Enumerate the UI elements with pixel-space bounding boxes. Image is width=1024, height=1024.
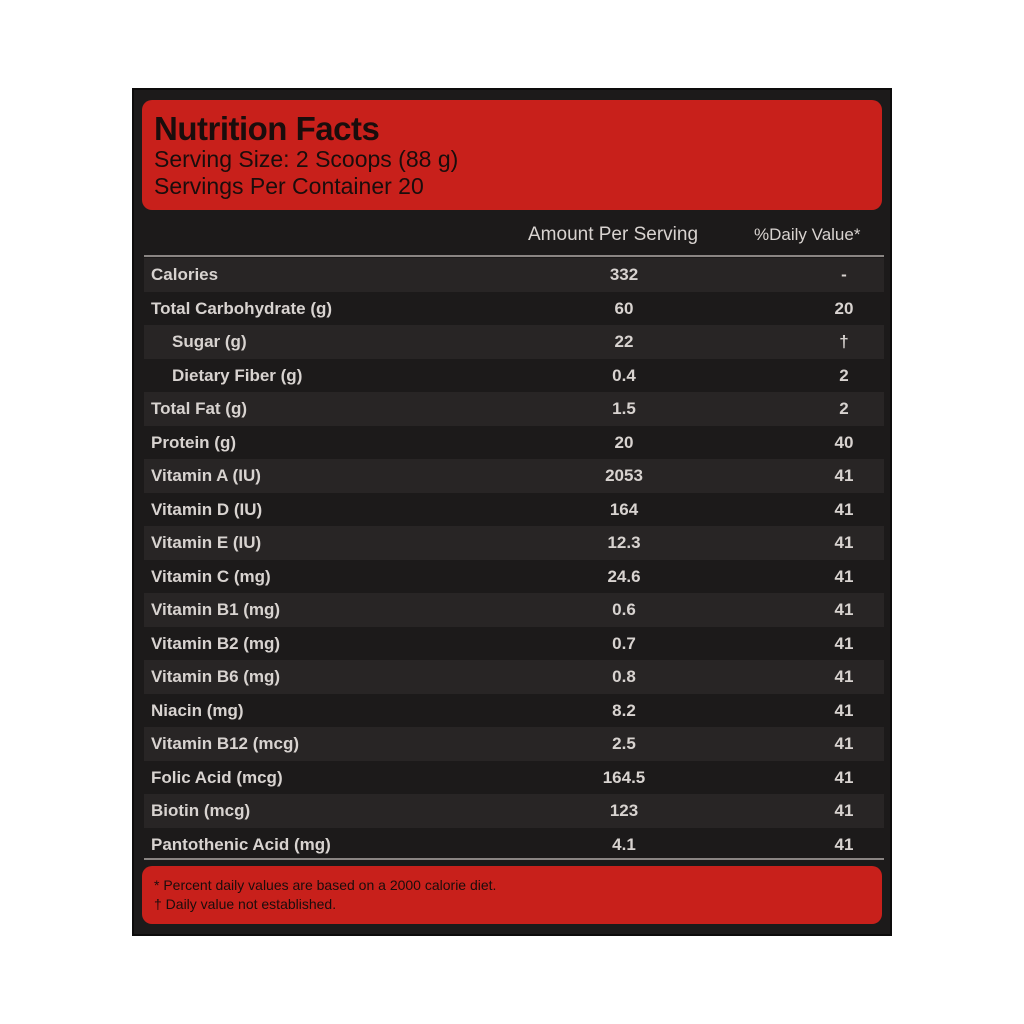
nutrient-amount: 2053 [605, 466, 643, 485]
nutrient-amount: 332 [609, 265, 639, 284]
nutrient-daily-value: 40 [834, 432, 854, 452]
nutrient-daily-value: 41 [834, 499, 854, 519]
nutrient-amount: 0.7 [612, 633, 636, 653]
table-row [144, 359, 884, 393]
nutrient-amount: 4.1 [612, 834, 636, 854]
nutrient-name: Biotin (mcg) [151, 801, 251, 820]
table-row [144, 627, 884, 661]
footer-panel [142, 866, 882, 924]
nutrient-amount: 164.5 [602, 767, 646, 787]
servings-per-container: Servings Per Container 20 [154, 173, 424, 199]
nutrient-daily-value: 41 [834, 600, 854, 619]
table-row [144, 392, 884, 426]
table-row [144, 794, 884, 828]
nutrient-daily-value: 41 [834, 633, 854, 653]
table-row [144, 761, 884, 795]
nutrient-amount: 123 [609, 801, 639, 820]
nutrient-amount: 8.2 [612, 700, 636, 720]
nutrient-table [144, 258, 884, 861]
nutrient-name: Vitamin B12 (mcg) [151, 734, 300, 753]
nutrient-daily-value: 41 [834, 533, 854, 552]
nutrient-daily-value: 41 [834, 767, 854, 787]
amount-column-header: Amount Per Serving [528, 224, 699, 245]
nutrient-daily-value: 2 [839, 365, 849, 385]
nutrient-daily-value: 41 [834, 834, 854, 854]
nutrient-amount: 22 [614, 332, 634, 351]
nutrient-amount: 0.4 [612, 365, 636, 385]
table-row [144, 493, 884, 527]
footnote-percent: * Percent daily values are based on a 2000 calorie diet. [154, 877, 497, 893]
nutrient-daily-value: 2 [839, 399, 849, 418]
nutrient-daily-value: 41 [834, 801, 854, 820]
nutrient-amount: 60 [614, 298, 634, 318]
nutrient-daily-value: - [841, 265, 847, 284]
table-row [144, 593, 884, 627]
nutrient-amount: 2.5 [612, 734, 636, 753]
nutrient-name: Vitamin D (IU) [151, 499, 263, 519]
nutrient-amount: 164 [609, 499, 639, 519]
header-divider [144, 255, 884, 257]
nutrient-amount: 1.5 [612, 399, 636, 418]
table-row [144, 560, 884, 594]
label-title: Nutrition Facts [154, 110, 380, 147]
nutrient-daily-value: 41 [834, 734, 854, 753]
nutrient-daily-value: 41 [834, 566, 854, 586]
nutrient-name: Vitamin B2 (mg) [151, 633, 281, 653]
table-row [144, 694, 884, 728]
footer-divider [144, 858, 884, 860]
table-row [144, 292, 884, 326]
nutrient-amount: 20 [614, 432, 634, 452]
serving-size: Serving Size: 2 Scoops (88 g) [154, 146, 459, 172]
table-row [144, 828, 884, 862]
nutrient-name: Folic Acid (mcg) [151, 767, 283, 787]
nutrient-name: Vitamin A (IU) [151, 466, 261, 485]
nutrient-name: Total Fat (g) [151, 399, 247, 418]
nutrient-name: Total Carbohydrate (g) [151, 298, 333, 318]
nutrient-name: Niacin (mg) [151, 700, 244, 720]
nutrient-name: Calories [151, 265, 219, 284]
nutrient-name: Vitamin B1 (mg) [151, 600, 281, 619]
nutrient-name: Vitamin E (IU) [151, 533, 262, 552]
table-row [144, 325, 884, 359]
nutrient-daily-value: 41 [834, 466, 854, 485]
nutrition-facts-label [132, 88, 892, 936]
header-panel [142, 100, 882, 210]
nutrient-daily-value: † [839, 332, 849, 351]
nutrient-amount: 24.6 [607, 566, 641, 586]
nutrient-daily-value: 20 [834, 298, 854, 318]
nutrient-daily-value: 41 [834, 700, 854, 720]
table-row [144, 660, 884, 694]
nutrient-name: Sugar (g) [172, 332, 247, 351]
table-row [144, 459, 884, 493]
footnote-dagger: † Daily value not established. [154, 896, 337, 912]
nutrient-name: Pantothenic Acid (mg) [151, 834, 331, 854]
table-row [144, 727, 884, 761]
nutrient-amount: 0.6 [612, 600, 636, 619]
nutrient-name: Vitamin B6 (mg) [151, 667, 281, 686]
table-row [144, 258, 884, 292]
table-row [144, 526, 884, 560]
nutrient-name: Vitamin C (mg) [151, 566, 271, 586]
daily-value-column-header: %Daily Value* [754, 225, 861, 244]
nutrient-amount: 0.8 [612, 667, 636, 686]
nutrient-daily-value: 41 [834, 667, 854, 686]
table-row [144, 426, 884, 460]
nutrient-name: Dietary Fiber (g) [172, 365, 303, 385]
nutrient-amount: 12.3 [607, 533, 641, 552]
nutrient-name: Protein (g) [151, 432, 236, 452]
